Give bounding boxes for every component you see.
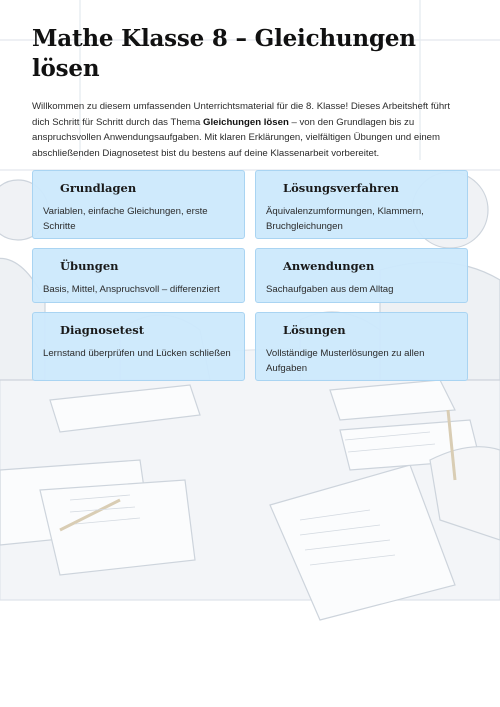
intro-text-bold: Gleichungen lösen bbox=[202, 116, 289, 128]
card-diagnosetest bbox=[32, 312, 245, 381]
topic-card-grid bbox=[32, 170, 468, 381]
card-title: Anwendungen bbox=[283, 259, 375, 274]
card-loesungsverfahren bbox=[255, 170, 468, 239]
card-description: Äquivalenzumformungen, Klammern, Bruchgleichungen bbox=[266, 206, 424, 233]
card-description: Lernstand überprüfen und Lücken schließen bbox=[43, 348, 231, 360]
card-title: Lösungen bbox=[283, 323, 346, 338]
intro-paragraph bbox=[32, 99, 468, 161]
page-title: Mathe Klasse 8 – Gleichungen lösen bbox=[32, 25, 416, 82]
card-description: Sachaufgaben aus dem Alltag bbox=[266, 284, 394, 296]
intro-text-after: – von den Grundlagen bis zu anspruchsvollen Anwendungsaufgaben. Mit klaren Erklärungen, vielfältigen Übungen und einem abschließenden Diagnosetest bist du bestens auf deine Klassenarbeit vorbereitet. bbox=[32, 116, 441, 159]
card-title: Grundlagen bbox=[60, 181, 137, 196]
card-title: Diagnosetest bbox=[60, 323, 145, 338]
card-description: Basis, Mittel, Anspruchsvoll – differenziert bbox=[43, 284, 220, 296]
card-uebungen bbox=[32, 248, 245, 303]
card-title: Lösungsverfahren bbox=[283, 181, 400, 196]
card-title: Übungen bbox=[60, 259, 119, 274]
card-anwendungen bbox=[255, 248, 468, 303]
card-description: Variablen, einfache Gleichungen, erste Schritte bbox=[43, 206, 208, 233]
card-description: Vollständige Musterlösungen zu allen Aufgaben bbox=[266, 348, 425, 375]
intro-text-before: Willkommen zu diesem umfassenden Unterrichtsmaterial für die 8. Klasse! Dieses Arbeitsheft führt dich Schritt für Schritt durch das Thema bbox=[32, 101, 451, 128]
card-loesungen bbox=[255, 312, 468, 381]
card-grundlagen bbox=[32, 170, 245, 239]
